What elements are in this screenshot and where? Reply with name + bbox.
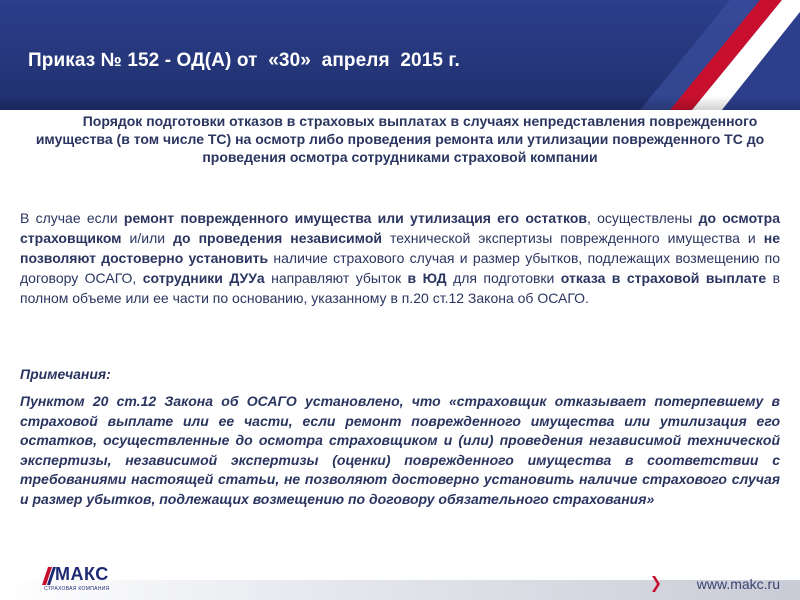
paragraph-text: направляют убыток (264, 270, 408, 286)
paragraph-text: наличие страхового случая и размер убытков, подлежащих возмещению по договору ОСАГО, (20, 250, 780, 286)
paragraph-text: В случае если (20, 210, 124, 226)
section-subtitle: Порядок подготовки отказов в страховых выплатах в случаях непредставления поврежденного имущества (в том числе ТС) на осмотр либо проведения ремонта или утилизации поврежденного ТС до проведения осмотра сотрудниками страховой компании (35, 113, 765, 165)
header-decoration-stripes (610, 0, 800, 110)
paragraph-text: технической экспертизы поврежденного имущества и (382, 230, 764, 246)
paragraph-emphasis: сотрудники ДУУа (142, 270, 265, 286)
main-paragraph (20, 208, 780, 308)
paragraph-emphasis: до осмотра страховщиком (20, 210, 780, 246)
website-chevron-icon (652, 576, 660, 592)
paragraph-text: для подготовки (446, 270, 561, 286)
paragraph-emphasis: отказа в страховой выплате (560, 270, 767, 286)
paragraph-emphasis: не позволяют достоверно установить (20, 230, 780, 266)
notes-text: Пунктом 20 ст.12 Закона об ОСАГО установлено, что «страховщик отказывает потерпевшему в страховой выплате или ее части, если ремонт поврежденного имущества или утилизация его остатков, осуществленные до осмотра страховщиком и (или) проведения независимой технической экспертизы, независимой экспертизы (оценки) поврежденного имущества в соответствии с требованиями настоящей статьи, не позволяют достоверно установить наличие страхового случая и размер убытков, подлежащих возмещению по договору обязательного страхования» (20, 393, 780, 507)
website-link[interactable]: www.makc.ru (696, 576, 780, 592)
notes-heading: Примечания: (20, 366, 111, 382)
logo-wordmark: МАКС (55, 564, 109, 584)
paragraph-emphasis: до проведения независимой (173, 230, 382, 246)
logo-tagline: СТРАХОВАЯ КОМПАНИЯ (44, 586, 110, 592)
paragraph-emphasis: ремонт поврежденного имущества или утилизация его остатков (123, 210, 587, 226)
paragraph-emphasis: в ЮД (407, 270, 447, 286)
paragraph-text: , осуществлены (586, 210, 699, 226)
header-shadow (0, 96, 800, 110)
paragraph-text: и/или (121, 230, 174, 246)
page-title: Приказ № 152 - ОД(А) от «30» апреля 2015 г. (28, 50, 460, 71)
paragraph-text: в полном объеме или ее части по основанию, указанному в п.20 ст.12 Закона об ОСАГО. (20, 270, 781, 306)
